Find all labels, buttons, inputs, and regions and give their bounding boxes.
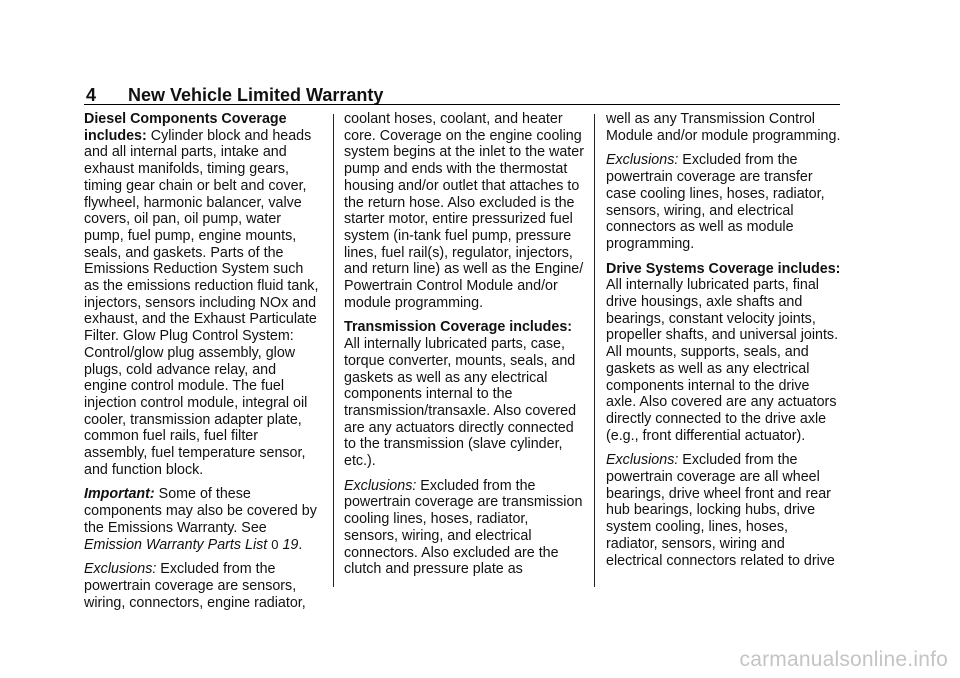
transmission-coverage-heading: Transmission Coverage includes:	[344, 319, 573, 336]
page-reference-number: 19	[278, 536, 299, 553]
exclusions-body: Excluded from the powertrain coverage are transfer case cooling lines, hoses, radiator, sensors, wiring, and electrical connectors as well as module programming.	[606, 152, 825, 252]
drive-systems-coverage-paragraph	[606, 261, 842, 445]
drive-systems-coverage-body: All internally lubricated parts, final drive housings, axle shafts and bearings, constant velocity joints, propeller shafts, and universal joints. All mounts, supports, seals, and gaskets as well as any electrical components internal to the drive axle. Also covered are any actuators directly connected to the drive axle (e.g., front differential actuator).	[606, 277, 839, 444]
column-3	[606, 111, 842, 577]
exclusions-body: Excluded from the powertrain coverage are sensors, wiring, connectors, engine radiator,	[84, 561, 306, 611]
page-header	[84, 84, 840, 106]
diesel-coverage-heading: Diesel Components Coverage includes:	[84, 111, 287, 144]
important-body: Some of these components may also be covered by the Emissions Warranty. See	[84, 486, 317, 536]
diesel-coverage-body: Cylinder block and heads and all internal parts, intake and exhaust manifolds, timing gears, timing gear chain or belt and cover, flywheel, harmonic balancer, valve covers, oil pan, oil pump, water pump, fuel pump, engine mounts, seals, and gaskets. Parts of the Emissions Reduction System such as the emissions reduction fluid tank, injectors, sensors including NOx and exhaust, and the Exhaust Particulate Filter. Glow Plug Control System: Control/glow plug assembly, glow plugs, cold advance relay, and engine control module. The fuel injection control module, integral oil cooler, transmission adapter plate, common fuel rails, fuel filter assembly, fuel temperature sensor, and function block.	[84, 127, 319, 478]
exclusions-paragraph-1	[84, 561, 322, 611]
column-divider-2	[594, 114, 595, 587]
important-end: .	[298, 536, 303, 553]
exclusions-label: Exclusions:	[606, 152, 679, 169]
important-note-paragraph	[84, 486, 322, 553]
header-rule	[84, 104, 840, 105]
column-2	[344, 111, 584, 586]
exclusions-label: Exclusions:	[606, 452, 679, 469]
diesel-coverage-paragraph	[84, 111, 322, 478]
column-divider-1	[333, 114, 334, 587]
transmission-coverage-body: All internally lubricated parts, case, torque converter, mounts, seals, and gaskets as well as any electrical components internal to the transmission/transaxle. Also covered are any actuators directly connected to the transmission (slave cylinder, etc.).	[344, 336, 577, 470]
engine-continuation-paragraph: coolant hoses, coolant, and heater core. Coverage on the engine cooling system begins at the inlet to the water pump and ends with the thermostat housing and/or outlet that attaches to the return hose. Also excluded is the starter motor, entire pressurized fuel system (in-tank fuel pump, pressure lines, fuel rail(s), regulator, injectors, and return line) as well as the Engine/ Powertrain Control Module and/or module programming.	[344, 111, 584, 311]
transfer-case-exclusions-paragraph	[606, 152, 842, 252]
page-reference-icon: 0	[271, 536, 279, 552]
exclusions-label: Exclusions:	[84, 561, 157, 578]
drive-exclusions-paragraph	[606, 452, 842, 569]
column-1	[84, 111, 322, 619]
emission-warranty-link[interactable]: Emission Warranty Parts List	[84, 536, 268, 553]
exclusions-body: Excluded from the powertrain coverage are all wheel bearings, drive wheel front and rear hub bearings, locking hubs, drive system cooling, lines, hoses, radiator, sensors, wiring and electrical connectors related to drive	[606, 452, 835, 569]
site-watermark: carmanualsonline.info	[739, 648, 948, 671]
drive-systems-coverage-heading: Drive Systems Coverage includes:	[606, 260, 841, 277]
transmission-continuation-paragraph: well as any Transmission Control Module and/or module programming.	[606, 111, 841, 144]
transmission-exclusions-paragraph	[344, 478, 584, 578]
page-number: 4	[86, 85, 97, 105]
transmission-coverage-paragraph	[344, 319, 584, 469]
exclusions-label: Exclusions:	[344, 477, 417, 494]
exclusions-body: Excluded from the powertrain coverage are transmission cooling lines, hoses, radiator, sensors, wiring, and electrical connectors. Also excluded are the clutch and pressure plate as	[344, 477, 583, 578]
important-label: Important:	[84, 486, 155, 503]
section-title: New Vehicle Limited Warranty	[128, 85, 384, 105]
